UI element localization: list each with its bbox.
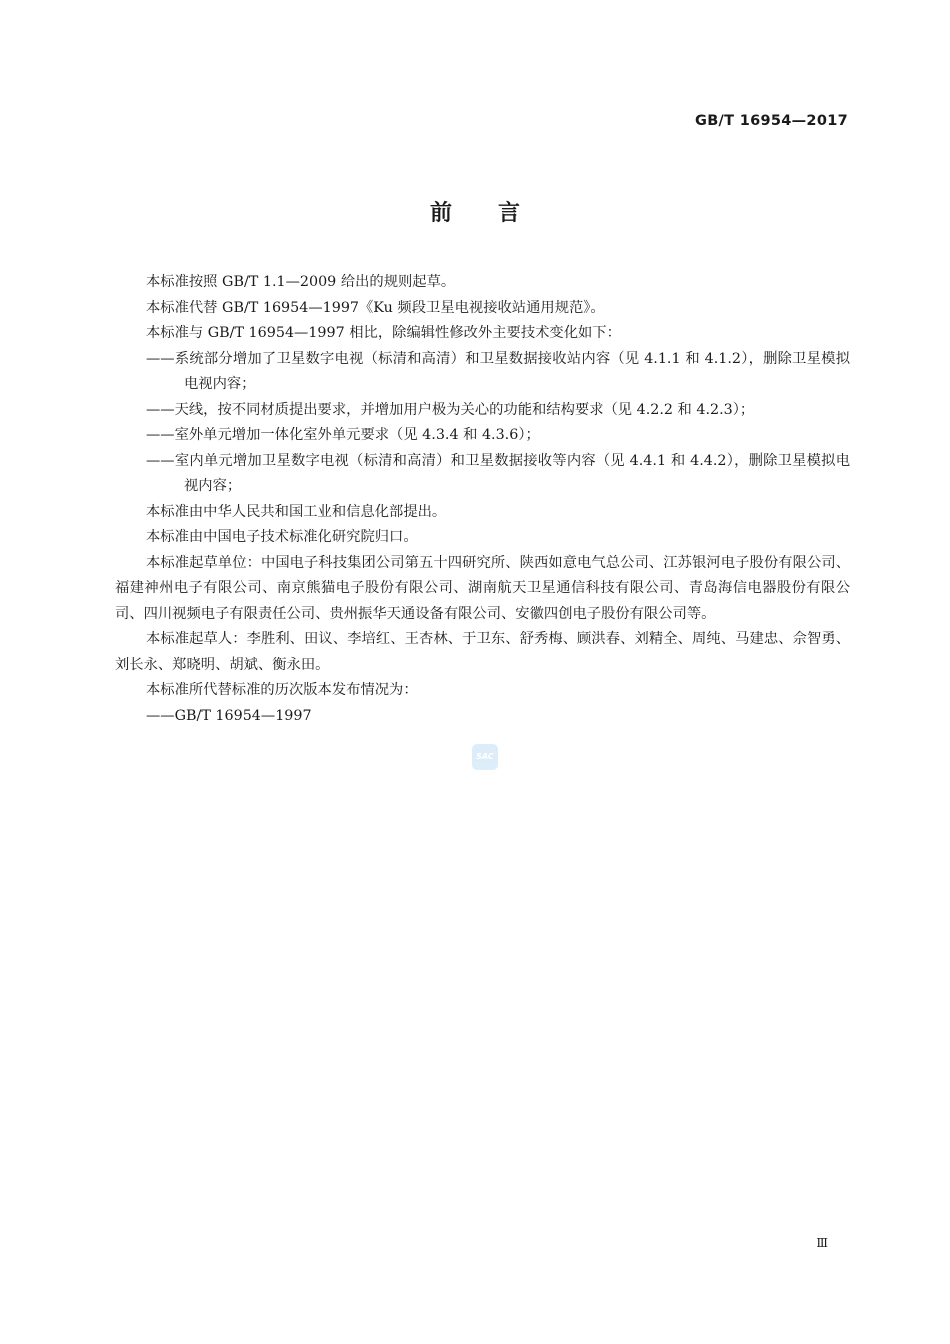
paragraph-drafting-units: 本标准起草单位：中国电子科技集团公司第五十四研究所、陕西如意电气总公司、江苏银河电子股份有限公司、福建神州电子有限公司、南京熊猫电子股份有限公司、湖南航天卫星通信科技有限公司、青岛海信电器股份有限公司、四川视频电子有限责任公司、贵州振华天通设备有限公司、安徽四创电子股份有限公司等。: [115, 554, 850, 622]
paragraph-drafters: 本标准起草人：李胜利、田议、李培红、王杏林、于卫东、舒秀梅、顾洪春、刘精全、周纯、马建忠、佘智勇、刘长永、郑晓明、胡斌、衡永田。: [115, 631, 850, 673]
paragraph-changes-intro: 本标准与 GB/T 16954—1997 相比，除编辑性修改外主要技术变化如下：: [146, 325, 621, 341]
sac-watermark-logo: SAC: [472, 744, 498, 770]
change-item-indoor-unit: ——室内单元增加卫星数字电视（标清和高清）和卫星数据接收等内容（见 4.4.1 和 4.4.2），删除卫星模拟电视内容；: [146, 452, 850, 494]
standard-code: GB/T 16954—2017: [695, 113, 848, 129]
paragraph-replaces: 本标准代替 GB/T 16954—1997《Ku 频段卫星电视接收站通用规范》。: [146, 299, 605, 316]
page-number: Ⅲ: [816, 1236, 828, 1250]
change-item-outdoor-unit: ——室外单元增加一体化室外单元要求（见 4.3.4 和 4.3.6）；: [146, 427, 540, 443]
paragraph-history-intro: 本标准所代替标准的历次版本发布情况为：: [146, 682, 418, 698]
paragraph-proposed-by: 本标准由中华人民共和国工业和信息化部提出。: [146, 503, 447, 520]
page-title: 前言: [429, 201, 566, 226]
change-item-antenna: ——天线，按不同材质提出要求，并增加用户极为关心的功能和结构要求（见 4.2.2 和 4.2.3）；: [146, 401, 755, 418]
change-item-system: ——系统部分增加了卫星数字电视（标清和高清）和卫星数据接收站内容（见 4.1.1 和 4.1.2），删除卫星模拟电视内容；: [146, 350, 850, 392]
history-item: ——GB/T 16954—1997: [146, 707, 312, 724]
paragraph-drafting-rules: 本标准按照 GB/T 1.1—2009 给出的规则起草。: [146, 274, 456, 290]
paragraph-managed-by: 本标准由中国电子技术标准化研究院归口。: [146, 529, 418, 545]
foreword-body: [115, 270, 850, 729]
